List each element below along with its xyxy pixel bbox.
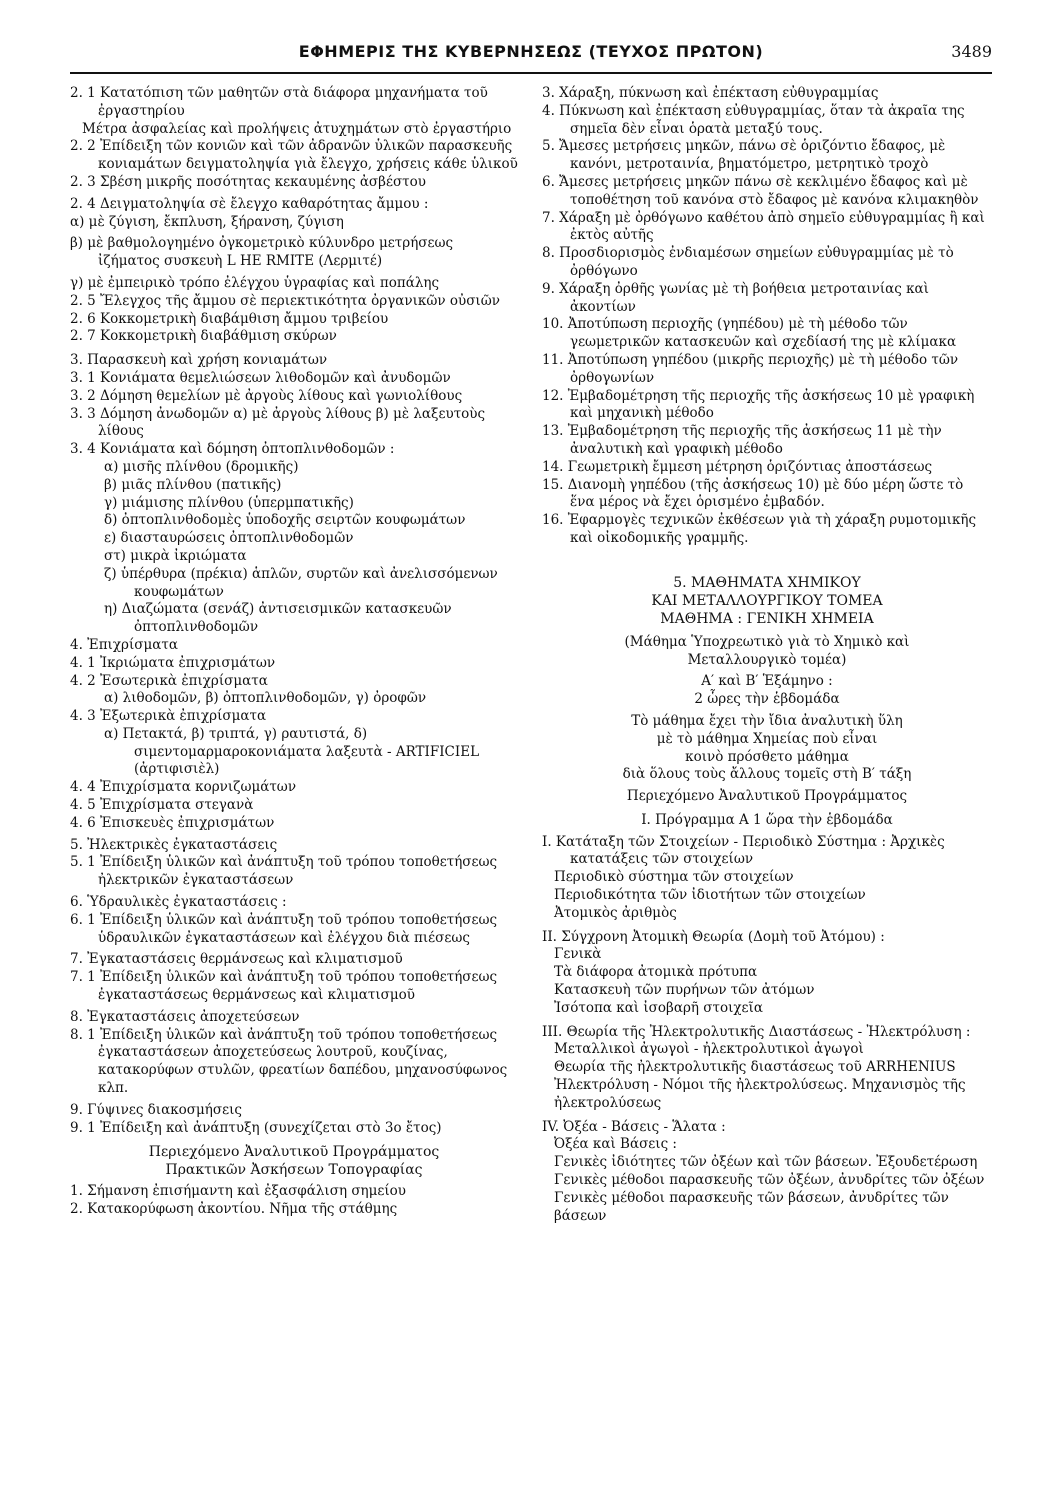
- list-item: Τὰ διάφορα ἀτομικὰ πρότυπα: [554, 964, 758, 981]
- list-item: 4. 3 Ἐξωτερικὰ ἐπιχρίσματα: [70, 708, 267, 725]
- list-item: Γενικὲς ἰδιότητες τῶν ὀξέων καὶ τῶν βάσεων. Ἐξουδετέρωση: [554, 1154, 978, 1171]
- list-item: Γενικὲς μέθοδοι παρασκευῆς τῶν ὀξέων, ἀνυδρίτες τῶν ὀξέων: [554, 1172, 985, 1189]
- list-item: β) μὲ βαθμολογημένο ὀγκομετρικὸ κύλυνδρο μετρήσεως ἰζήματος συσκευὴ L HE RMITE (Λερμιτέ): [70, 235, 454, 270]
- list-item: 6. Ὑδραυλικὲς ἐγκαταστάσεις :: [70, 894, 287, 911]
- course-description: μὲ τὸ μάθημα Χημείας ποὺ εἶναι: [656, 730, 878, 747]
- right-column: [542, 85, 992, 1225]
- list-item: 5. Ἄμεσες μετρήσεις μηκῶν, πάνω σὲ ὁριζόντιο ἔδαφος, μὲ κανόνι, μετροταινία, βηματόμετρο, μετρητικὸ τροχὸ: [542, 138, 946, 173]
- list-item: Περιοδικὸ σύστημα τῶν στοιχείων: [554, 869, 794, 886]
- list-item: Ἰσότοπα καὶ ἰσοβαρῆ στοιχεῖα: [554, 999, 763, 1016]
- section-heading: Περιεχόμενο Ἀναλυτικοῦ Προγράμματος: [148, 1144, 440, 1161]
- section-heading: Περιεχόμενο Ἀναλυτικοῦ Προγράμματος: [626, 788, 908, 805]
- list-item: β) μιᾶς πλίνθου (πατικῆς): [104, 476, 282, 493]
- chapter-heading: Ι. Κατάταξη τῶν Στοιχείων - Περιοδικὸ Σύστημα : Ἀρχικὲς κατατάξεις τῶν στοιχείων: [542, 833, 945, 868]
- list-item: 8. Ἐγκαταστάσεις ἀποχετεύσεων: [70, 1008, 300, 1025]
- list-item: 4. 1 Ἰκριώματα ἐπιχρισμάτων: [70, 654, 276, 671]
- list-item: 2. Κατακορύφωση ἀκοντίου. Νῆμα τῆς στάθμης: [70, 1201, 398, 1218]
- list-item: 2. 1 Κατατόπιση τῶν μαθητῶν στὰ διάφορα μηχανήματα τοῦ ἐργαστηρίου: [70, 85, 488, 119]
- list-item: 2. 5 Ἔλεγχος τῆς ἄμμου σὲ περιεκτικότητα ὀργανικῶν οὐσιῶν: [70, 292, 500, 309]
- list-item: 2. 2 Ἐπίδειξη τῶν κονιῶν καὶ τῶν ἀδρανῶν ὑλικῶν παρασκευῆς κονιαμάτων δειγματοληψία γιὰ ἔλεγχο, χρήσεις κάθε ὑλικοῦ: [70, 138, 518, 173]
- page-number: 3489: [951, 42, 992, 61]
- course-note: Μεταλλουργικὸ τομέα): [687, 651, 847, 668]
- list-item: 8. Προσδιορισμὸς ἐνδιαμέσων σημείων εὐθυγραμμίας μὲ τὸ ὀρθόγωνο: [542, 245, 954, 279]
- course-description: διὰ ὅλους τοὺς ἄλλους τομεῖς στὴ Β′ τάξη: [622, 766, 912, 783]
- list-item: δ) ὀπτοπλινθοδομὲς ὑποδοχῆς σειρτῶν κουφωμάτων: [104, 512, 466, 529]
- list-item: 6. Ἄμεσες μετρήσεις μηκῶν πάνω σὲ κεκλιμένο ἔδαφος καὶ μὲ τοποθέτηση τοῦ κανόνα στὸ ἔδαφος μὲ κανόνα κλιμακηθὸν: [542, 173, 979, 208]
- list-item: α) λιθοδομῶν, β) ὀπτοπλινθοδομῶν, γ) ὀροφῶν: [104, 690, 427, 707]
- list-item: Ὀξέα καὶ Βάσεις :: [554, 1136, 677, 1153]
- list-item: 9. Γύψινες διακοσμήσεις: [70, 1101, 242, 1118]
- list-item: 5. 1 Ἐπίδειξη ὑλικῶν καὶ ἀνάπτυξη τοῦ τρόπου τοποθετήσεως ἠλεκτρικῶν ἐγκαταστάσεων: [70, 854, 498, 889]
- list-item: στ) μικρὰ ἰκριώματα: [104, 547, 247, 564]
- list-item: 3. 1 Κονιάματα θεμελιώσεων λιθοδομῶν καὶ ἀνυδομῶν: [70, 369, 451, 386]
- list-item: 1. Σήμανση ἐπισήμαντη καὶ ἐξασφάλιση σημείου: [70, 1183, 407, 1200]
- section-heading: Πρακτικῶν Ἀσκήσεων Τοπογραφίας: [165, 1162, 423, 1179]
- list-item: 15. Διανομὴ γηπέδου (τῆς ἀσκήσεως 10) μὲ δύο μέρη ὥστε τὸ ἕνα μέρος νὰ ἔχει ὁρισμένο ἐμβαδόν.: [542, 476, 964, 511]
- list-item: Περιοδικότητα τῶν ἰδιοτήτων τῶν στοιχείων: [554, 887, 866, 904]
- chapter-heading: ΙΙΙ. Θεωρία τῆς Ἠλεκτρολυτικῆς Διαστάσεως - Ἠλεκτρόλυση :: [542, 1023, 971, 1040]
- list-item: 7. 1 Ἐπίδειξη ὑλικῶν καὶ ἀνάπτυξη τοῦ τρόπου τοποθετήσεως ἐγκαταστάσεως θερμάνσεως καὶ κλιματισμοῦ: [70, 969, 498, 1004]
- list-item: Ἀτομικὸς ἀριθμὸς: [554, 904, 677, 921]
- course-description: κοινὸ πρόσθετο μάθημα: [685, 748, 849, 765]
- list-item: Γενικὰ: [554, 946, 602, 963]
- list-item: γ) μιάμισης πλίνθου (ὑπερμπατικῆς): [104, 494, 354, 511]
- list-item: ζ) ὑπέρθυρα (πρέκια) ἁπλῶν, συρτῶν καὶ ἀνελισσόμενων κουφωμάτων: [104, 565, 498, 600]
- chapter-heading: ΙV. Ὀξέα - Βάσεις - Ἅλατα :: [542, 1118, 726, 1135]
- list-item: 7. Ἐγκαταστάσεις θερμάνσεως καὶ κλιματισμοῦ: [70, 951, 403, 968]
- list-item: 3. 4 Κονιάματα καὶ δόμηση ὀπτοπλινθοδομῶν :: [70, 441, 395, 458]
- list-item: 2. 7 Κοκκομετρικὴ διαβάθμιση σκύρων: [70, 328, 337, 345]
- list-item: 7. Χάραξη μὲ ὀρθόγωνο καθέτου ἀπὸ σημεῖο εὐθυγραμμίας ἢ καὶ ἐκτὸς αὐτῆς: [542, 209, 985, 244]
- list-item: α) μισῆς πλίνθου (δρομικῆς): [104, 458, 299, 475]
- list-item: 12. Ἐμβαδομέτρηση τῆς περιοχῆς τῆς ἀσκήσεως 10 μὲ γραφικὴ καὶ μηχανικὴ μέθοδο: [542, 387, 975, 422]
- list-item: 2. 4 Δειγματοληψία σὲ ἔλεγχο καθαρότητας ἄμμου :: [70, 195, 429, 212]
- list-item: 3. Χάραξη, πύκνωση καὶ ἐπέκταση εὐθυγραμμίας: [542, 85, 879, 101]
- list-item: ε) διασταυρώσεις ὀπτοπλινθοδομῶν: [104, 530, 354, 547]
- section-title: ΜΑΘΗΜΑ : ΓΕΝΙΚΗ ΧΗΜΕΙΑ: [660, 610, 874, 627]
- list-item: Μεταλλικοὶ ἀγωγοὶ - ἠλεκτρολυτικοὶ ἀγωγοὶ: [554, 1041, 864, 1058]
- list-item: 6. 1 Ἐπίδειξη ὑλικῶν καὶ ἀνάπτυξη τοῦ τρόπου τοποθετήσεως ὑδραυλικῶν ἐγκαταστάσεων καὶ ἐλέγχου διὰ πιέσεως: [70, 911, 498, 946]
- gazette-title: ΕΦΗΜΕΡΙΣ ΤΗΣ ΚΥΒΕΡΝΗΣΕΩΣ (ΤΕΥΧΟΣ ΠΡΩΤΟΝ): [298, 42, 764, 61]
- list-item: 4. Πύκνωση καὶ ἐπέκταση εὐθυγραμμίας, ὅταν τὰ ἀκραῖα της σημεῖα δὲν εἶναι ὁρατὰ μεταξύ τους.: [542, 102, 965, 137]
- left-column: [70, 85, 518, 1219]
- section-title: ΚΑΙ ΜΕΤΑΛΛΟΥΡΓΙΚΟΥ ΤΟΜΕΑ: [651, 592, 883, 609]
- list-item: Γενικὲς μέθοδοι παρασκευῆς τῶν βάσεων, ἀνυδρίτες τῶν βάσεων: [554, 1189, 949, 1224]
- chapter-heading: ΙΙ. Σύγχρονη Ἀτομικὴ Θεωρία (Δομὴ τοῦ Ἀτόμου) :: [542, 928, 885, 945]
- list-item: 10. Ἀποτύπωση περιοχῆς (γηπέδου) μὲ τὴ μέθοδο τῶν γεωμετρικῶν κατασκευῶν καὶ σχεδίασή της μὲ κλίμακα: [542, 316, 957, 351]
- list-item: 16. Ἐφαρμογὲς τεχνικῶν ἐκθέσεων γιὰ τὴ χάραξη ρυμοτομικῆς καὶ οἰκοδομικῆς γραμμῆς.: [542, 512, 977, 546]
- list-item: 2. 3 Σβέση μικρῆς ποσότητας κεκαυμένης ἀσβέστου: [70, 173, 426, 190]
- list-item: 13. Ἐμβαδομέτρηση τῆς περιοχῆς τῆς ἀσκήσεως 11 μὲ τὴν ἀναλυτικὴ καὶ γραφικὴ μέθοδο: [542, 423, 942, 457]
- list-item: Κατασκευὴ τῶν πυρήνων τῶν ἀτόμων: [554, 982, 815, 999]
- list-item: η) Διαζώματα (σενάζ) ἀντισεισμικῶν κατασκευῶν ὀπτοπλινθοδομῶν: [104, 601, 452, 636]
- list-item: 4. Ἐπιχρίσματα: [70, 636, 178, 653]
- list-item: 3. 2 Δόμηση θεμελίων μὲ ἀργοὺς λίθους καὶ γωνιολίθους: [70, 387, 463, 404]
- list-item: 9. Χάραξη ὀρθῆς γωνίας μὲ τὴ βοήθεια μετροταινίας καὶ ἀκοντίων: [542, 280, 929, 315]
- list-item: 3. Παρασκευὴ καὶ χρήση κονιαμάτων: [70, 352, 328, 369]
- list-item: Θεωρία τῆς ἠλεκτρολυτικῆς διαστάσεως τοῦ ARRHENIUS: [554, 1059, 956, 1076]
- list-item: 11. Ἀποτύπωση γηπέδου (μικρῆς περιοχῆς) μὲ τὴ μέθοδο τῶν ὀρθογωνίων: [542, 351, 959, 386]
- list-item: 9. 1 Ἐπίδειξη καὶ ἀνάπτυξη (συνεχίζεται στὸ 3ο ἔτος): [70, 1119, 442, 1136]
- semester-info: Α′ καὶ Β′ Ἑξάμηνο :: [701, 673, 833, 690]
- hours-info: 2 ὧρες τὴν ἑβδομάδα: [694, 691, 840, 708]
- list-item: Ἠλεκτρόλυση - Νόμοι τῆς ἠλεκτρολύσεως. Μηχανισμὸς τῆς ἠλεκτρολύσεως: [554, 1077, 966, 1111]
- page-header: [70, 38, 992, 74]
- list-item: 5. Ἠλεκτρικὲς ἐγκαταστάσεις: [70, 836, 278, 853]
- list-item: 8. 1 Ἐπίδειξη ὑλικῶν καὶ ἀνάπτυξη τοῦ τρόπου τοποθετήσεως ἐγκαταστάσεων ἀποχετεύσεως λουτροῦ, κουζίνας, κατακορύφων στυλῶν, φρεατίων δαπέδου, μηχανοσύφωνος κλπ.: [70, 1026, 508, 1097]
- list-item: 4. 5 Ἐπιχρίσματα στεγανὰ: [70, 797, 254, 814]
- list-item: α) μὲ ζύγιση, ἔκπλυση, ξήρανση, ζύγιση: [70, 213, 344, 230]
- list-item: 4. 4 Ἐπιχρίσματα κορνιζωμάτων: [70, 779, 297, 796]
- list-item: 2. 6 Κοκκομετρικὴ διαβάμθιση ἄμμου τριβείου: [70, 310, 389, 327]
- list-item: 4. 6 Ἐπισκευὲς ἐπιχρισμάτων: [70, 814, 275, 831]
- list-item: 14. Γεωμετρικὴ ἔμμεση μέτρηση ὁριζόντιας ἀποστάσεως: [542, 458, 933, 475]
- list-item: 3. 3 Δόμηση ἀνωδομῶν α) μὲ ἀργοὺς λίθους β) μὲ λαξευτοὺς λίθους: [70, 405, 486, 440]
- list-item: γ) μὲ ἐμπειρικὸ τρόπο ἐλέγχου ὑγραφίας καὶ ποπάλης: [70, 274, 440, 291]
- list-item: α) Πετακτά, β) τριπτά, γ) ραυτιστά, δ) σιμεντομαρμαροκονιάματα λαξευτὰ - ARTIFICIEL (ἀρτιφισιὲλ): [104, 725, 480, 778]
- course-description: Τὸ μάθημα ἔχει τὴν ἴδια ἀναλυτικὴ ὕλη: [631, 712, 903, 729]
- course-note: (Μάθημα Ὑποχρεωτικὸ γιὰ τὸ Χημικὸ καὶ: [624, 633, 910, 650]
- section-title: 5. ΜΑΘΗΜΑΤΑ ΧΗΜΙΚΟΥ: [673, 574, 861, 591]
- program-heading: Ι. Πρόγραμμα Α 1 ὥρα τὴν ἑβδομάδα: [641, 811, 893, 828]
- list-item: Μέτρα ἀσφαλείας καὶ προλήψεις ἀτυχημάτων στὸ ἐργαστήριο: [82, 120, 512, 137]
- list-item: 4. 2 Ἐσωτερικὰ ἐπιχρίσματα: [70, 672, 268, 689]
